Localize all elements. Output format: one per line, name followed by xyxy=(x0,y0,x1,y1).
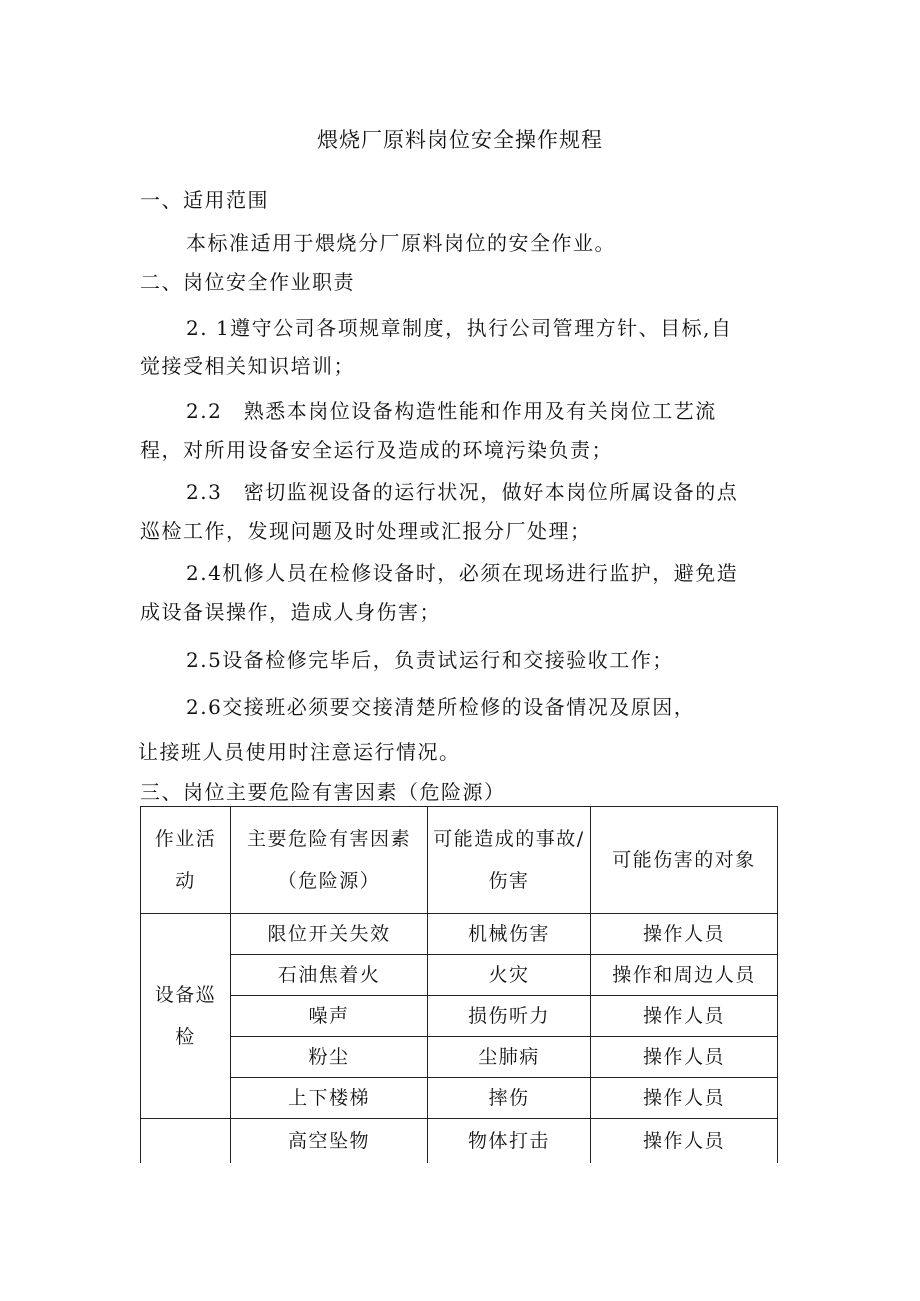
duty-item-2-3-line2: 巡检工作，发现问题及时处理或汇报分厂处理； xyxy=(140,519,592,543)
hazard-cell: 粉尘 xyxy=(231,1037,428,1078)
section2-heading: 二、岗位安全作业职责 xyxy=(140,270,355,294)
target-cell: 操作人员 xyxy=(591,1037,778,1078)
hazard-cell: 噪声 xyxy=(231,996,428,1037)
table-header-row xyxy=(141,807,778,914)
duty-item-2-4-line1: 2.4机修人员在检修设备时，必须在现场进行监护，避免造 xyxy=(186,561,739,585)
table-row xyxy=(141,955,778,996)
header-accident-line2: 伤害 xyxy=(488,870,530,892)
accident-cell: 损伤听力 xyxy=(428,996,591,1037)
duty-item-2-1-line2: 觉接受相关知识培训； xyxy=(140,354,355,378)
accident-cell: 机械伤害 xyxy=(428,914,591,955)
activity-line2: 检 xyxy=(175,1026,196,1048)
document-title: 煨烧厂原料岗位安全操作规程 xyxy=(317,128,603,152)
accident-cell: 尘肺病 xyxy=(428,1037,591,1078)
hazard-cell: 高空坠物 xyxy=(231,1119,428,1164)
activity-equipment-inspection xyxy=(141,914,231,1119)
table-row xyxy=(141,1078,778,1119)
header-accident-line1: 可能造成的事故/ xyxy=(433,828,585,850)
header-target: 可能伤害的对象 xyxy=(591,807,778,914)
duty-item-2-2-line1: 2.2 熟悉本岗位设备构造性能和作用及有关岗位工艺流 xyxy=(186,399,717,423)
table-row xyxy=(141,1037,778,1078)
target-cell: 操作人员 xyxy=(591,996,778,1037)
hazard-cell: 上下楼梯 xyxy=(231,1078,428,1119)
table-row xyxy=(141,996,778,1037)
header-activity xyxy=(141,807,231,914)
duty-item-2-6-line2: 让接班人员使用时注意运行情况。 xyxy=(138,740,461,764)
header-activity-line1: 作业活 xyxy=(154,828,217,850)
table-row xyxy=(141,1119,778,1164)
target-cell: 操作人员 xyxy=(591,1078,778,1119)
activity-cell-empty xyxy=(141,1119,231,1164)
target-cell: 操作人员 xyxy=(591,1119,778,1164)
hazard-cell: 石油焦着火 xyxy=(231,955,428,996)
hazard-table xyxy=(140,806,778,1163)
header-activity-line2: 动 xyxy=(175,870,196,892)
table-row xyxy=(141,914,778,955)
duty-item-2-6-line1: 2.6交接班必须要交接清楚所检修的设备情况及原因， xyxy=(186,695,696,719)
section1-heading: 一、适用范围 xyxy=(140,188,269,212)
duty-item-2-3-line1: 2.3 密切监视设备的运行状况，做好本岗位所属设备的点 xyxy=(186,480,739,504)
header-hazard-line2: （危险源） xyxy=(277,870,381,892)
hazard-cell: 限位开关失效 xyxy=(231,914,428,955)
duty-item-2-2-line2: 程，对所用设备安全运行及造成的环境污染负责； xyxy=(140,438,613,462)
accident-cell: 物体打击 xyxy=(428,1119,591,1164)
header-accident xyxy=(428,807,591,914)
accident-cell: 摔伤 xyxy=(428,1078,591,1119)
target-cell: 操作和周边人员 xyxy=(591,955,778,996)
activity-line1: 设备巡 xyxy=(154,984,217,1006)
section1-body: 本标准适用于煨烧分厂原料岗位的安全作业。 xyxy=(186,231,616,255)
duty-item-2-1-line1: 2. 1遵守公司各项规章制度，执行公司管理方针、目标,自 xyxy=(186,316,733,340)
target-cell: 操作人员 xyxy=(591,914,778,955)
header-hazard-line1: 主要危险有害因素 xyxy=(246,828,411,850)
accident-cell: 火灾 xyxy=(428,955,591,996)
section3-heading: 三、岗位主要危险有害因素（危险源） xyxy=(140,780,506,804)
duty-item-2-4-line2: 成设备误操作，造成人身伤害； xyxy=(140,600,441,624)
header-hazard xyxy=(231,807,428,914)
duty-item-2-5: 2.5设备检修完毕后，负责试运行和交接验收工作； xyxy=(186,648,674,672)
